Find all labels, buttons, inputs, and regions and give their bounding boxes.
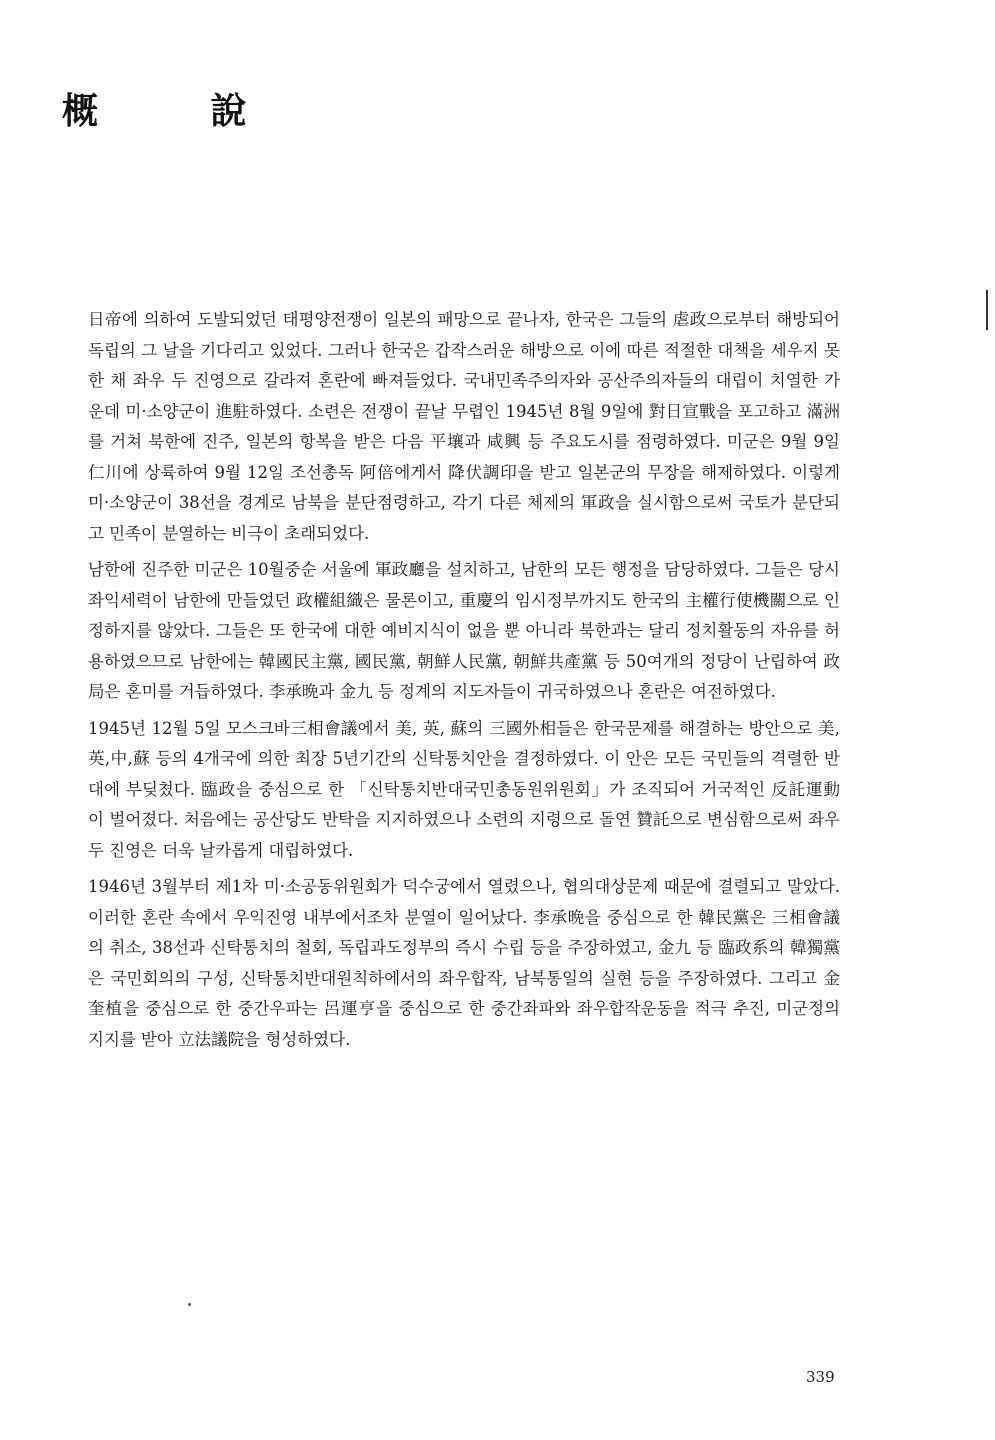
- paragraph-4: 1946년 3월부터 제1차 미·소공동위원회가 덕수궁에서 열렸으나, 협의대상문제 때문에 결렬되고 말았다. 이러한 혼란 속에서 우익진영 내부에서조차 분열이 일어났다. 李承晩을 중심으로 한 韓民黨은 三相會議의 취소, 38선과 신탁통치의 철회, 독립과도정부의 즉시 수립 등을 주장하였고, 金九 등 臨政系의 韓獨黨은 국민회의의 구성, 신탁통치반대원칙하에서의 좌우합작, 남북통일의 실현 등을 주장하였다. 그리고 金奎植을 중심으로 한 중간우파는 呂運亨을 중심으로 한 중간좌파와 좌우합작운동을 적극 추진, 미군정의 지지를 받아 立法議院을 형성하였다.: [88, 877, 840, 1049]
- paragraph-2: 남한에 진주한 미군은 10월중순 서울에 軍政廳을 설치하고, 남한의 모든 행정을 담당하였다. 그들은 당시 좌익세력이 남한에 만들었던 政權組織은 물론이고, 重慶의 임시정부까지도 한국의 主權行使機關으로 인정하지를 않았다. 그들은 또 한국에 대한 예비지식이 없을 뿐 아니라 북한과는 달리 정치활동의 자유를 허용하였으므로 남한에는 韓國民主黨, 國民黨, 朝鮮人民黨, 朝鮮共產黨 등 50여개의 정당이 난립하여 政局은 혼미를 거듭하였다. 李承晩과 金九 등 정계의 지도자들이 귀국하였으나 혼란은 여전하였다.: [88, 560, 840, 701]
- body-text: [88, 305, 840, 1061]
- scan-speck: [188, 1303, 191, 1306]
- paragraph-3: 1945년 12월 5일 모스크바三相會議에서 美, 英, 蘇의 三國外相들은 한국문제를 해결하는 방안으로 美,英,中,蘇 등의 4개국에 의한 최장 5년기간의 신탁통치안을 결정하였다. 이 안은 모든 국민들의 격렬한 반대에 부딪쳤다. 臨政을 중심으로 한 「신탁통치반대국민총동원위원회」가 조직되어 거국적인 反託運動이 벌어졌다. 처음에는 공산당도 반탁을 지지하였으나 소련의 지령으로 돌연 贊託으로 변심함으로써 좌우 두 진영은 더욱 날카롭게 대립하였다.: [88, 718, 840, 860]
- scan-edge-mark: [986, 290, 988, 330]
- paragraph-1: 日帝에 의하여 도발되었던 태평양전쟁이 일본의 패망으로 끝나자, 한국은 그들의 虐政으로부터 해방되어 독립의 그 날을 기다리고 있었다. 그러나 한국은 갑작스러운 해방으로 이에 따른 적절한 대책을 세우지 못한 채 좌우 두 진영으로 갈라져 혼란에 빠져들었다. 국내민족주의자와 공산주의자들의 대립이 치열한 가운데 미·소양군이 進駐하였다. 소련은 전쟁이 끝날 무렵인 1945년 8월 9일에 對日宣戰을 포고하고 滿洲를 거쳐 북한에 진주, 일본의 항복을 받은 다음 平壤과 咸興 등 주요도시를 점령하였다. 미군은 9월 9일 仁川에 상륙하여 9월 12일 조선총독 阿倍에게서 降伏調印을 받고 일본군의 무장을 해제하였다. 이렇게 미·소양군이 38선을 경계로 남북을 분단점령하고, 각기 다른 체제의 軍政을 실시함으로써 국토가 분단되고 민족이 분열하는 비극이 초래되었다.: [88, 310, 840, 543]
- page-title: 概 說: [62, 91, 297, 132]
- page-number: 339: [806, 1368, 835, 1386]
